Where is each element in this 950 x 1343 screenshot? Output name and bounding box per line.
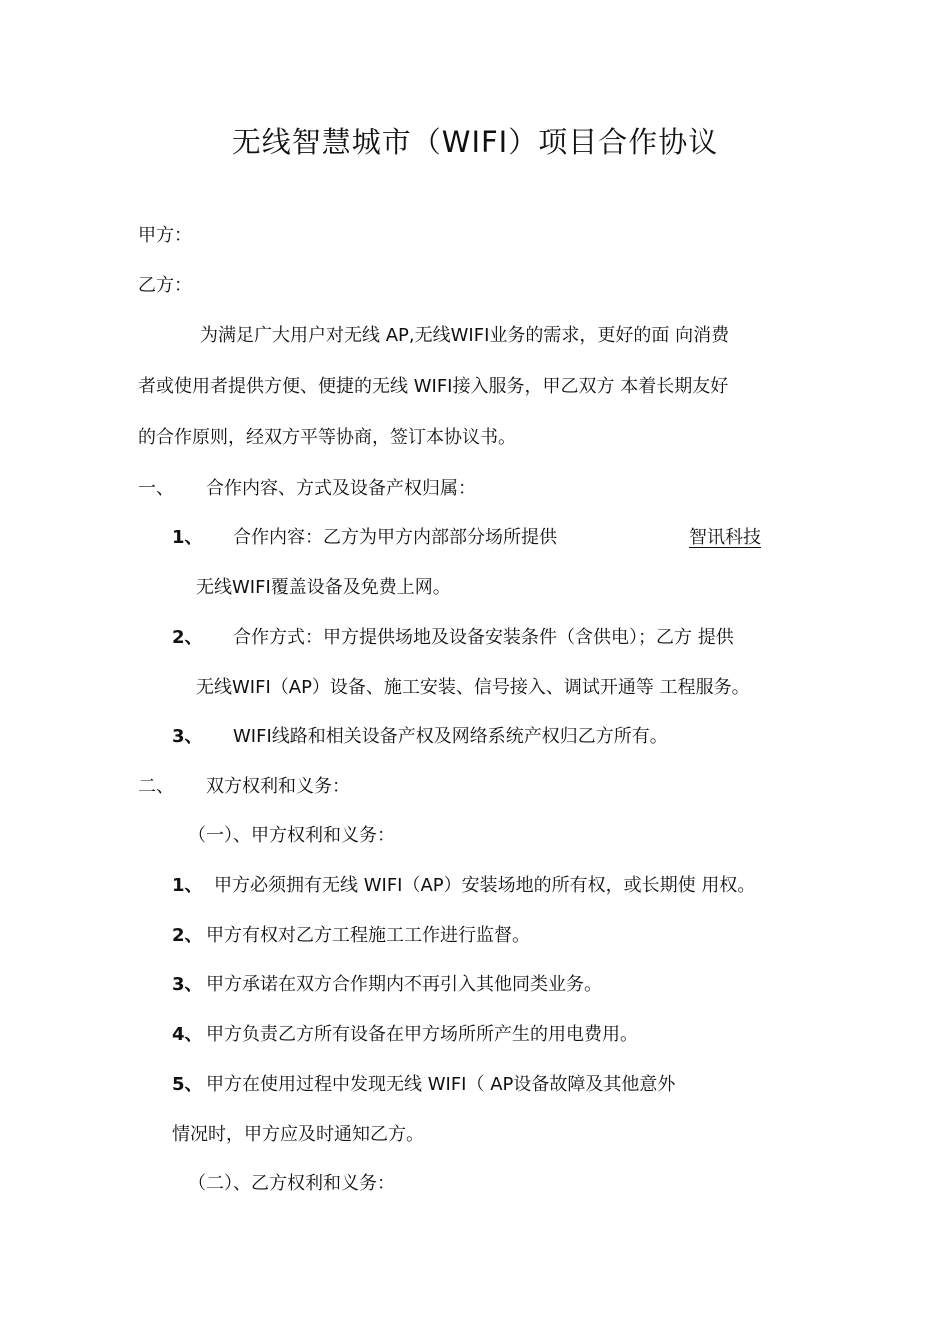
s1-item2-text-cont: 无线WIFI（AP）设备、施工安装、信号接入、调试开通等 工程服务。 (196, 677, 750, 698)
section1-heading: 合作内容、方式及设备产权归属： (206, 478, 476, 499)
intro-line-2: 者或使用者提供方便、便捷的无线 WIFI接入服务，甲乙双方 本着长期友好 (138, 376, 729, 397)
s2-item4-text: 甲方负责乙方所有设备在甲方场所所产生的用电费用。 (206, 1024, 638, 1045)
s2-item4-number: 4、 (172, 1024, 203, 1045)
s2-subsection2-heading: （二）、乙方权利和义务： (188, 1173, 395, 1194)
s1-item1-text: 合作内容：乙方为甲方内部部分场所提供 (233, 527, 557, 548)
s2-item2-number: 2、 (172, 925, 203, 946)
s2-item2-text: 甲方有权对乙方工程施工工作进行监督。 (206, 925, 530, 946)
s2-item1-text: 甲方必须拥有无线 WIFI（AP）安装场地的所有权，或长期使 用权。 (214, 875, 756, 896)
s1-item1-text-cont: 无线WIFI覆盖设备及免费上网。 (196, 577, 451, 598)
intro-line-1: 为满足广大用户对无线 AP,无线WIFI业务的需求，更好的面 向消费 (200, 325, 730, 346)
party-a-label: 甲方： (138, 225, 192, 246)
s2-item1-number: 1、 (172, 875, 203, 896)
s2-item5-text: 甲方在使用过程中发现无线 WIFI（ AP设备故障及其他意外 (206, 1074, 676, 1095)
s2-item3-text: 甲方承诺在双方合作期内不再引入其他同类业务。 (206, 974, 602, 995)
s1-item2-number: 2、 (172, 627, 203, 648)
s1-item2-text: 合作方式：甲方提供场地及设备安装条件（含供电）；乙方 提供 (233, 627, 734, 648)
s2-subsection1-heading: （一）、甲方权利和义务： (188, 825, 395, 846)
s1-item3-text: WIFI线路和相关设备产权及网络系统产权归乙方所有。 (233, 726, 668, 747)
s2-item5-text-cont: 情况时，甲方应及时通知乙方。 (172, 1124, 424, 1145)
s1-item1-number: 1、 (172, 527, 203, 548)
s1-item3-number: 3、 (172, 726, 203, 747)
party-b-label: 乙方： (138, 275, 192, 296)
section2-number: 二、 (138, 776, 174, 797)
document-title: 无线智慧城市（WIFI）项目合作协议 (231, 125, 719, 159)
s2-item5-number: 5、 (172, 1074, 203, 1095)
section1-number: 一、 (138, 478, 174, 499)
s1-item1-underlined-company: 智讯科技 (689, 527, 761, 548)
s2-item3-number: 3、 (172, 974, 203, 995)
section2-heading: 双方权利和义务： (206, 776, 350, 797)
intro-line-3: 的合作原则，经双方平等协商，签订本协议书。 (138, 427, 516, 448)
